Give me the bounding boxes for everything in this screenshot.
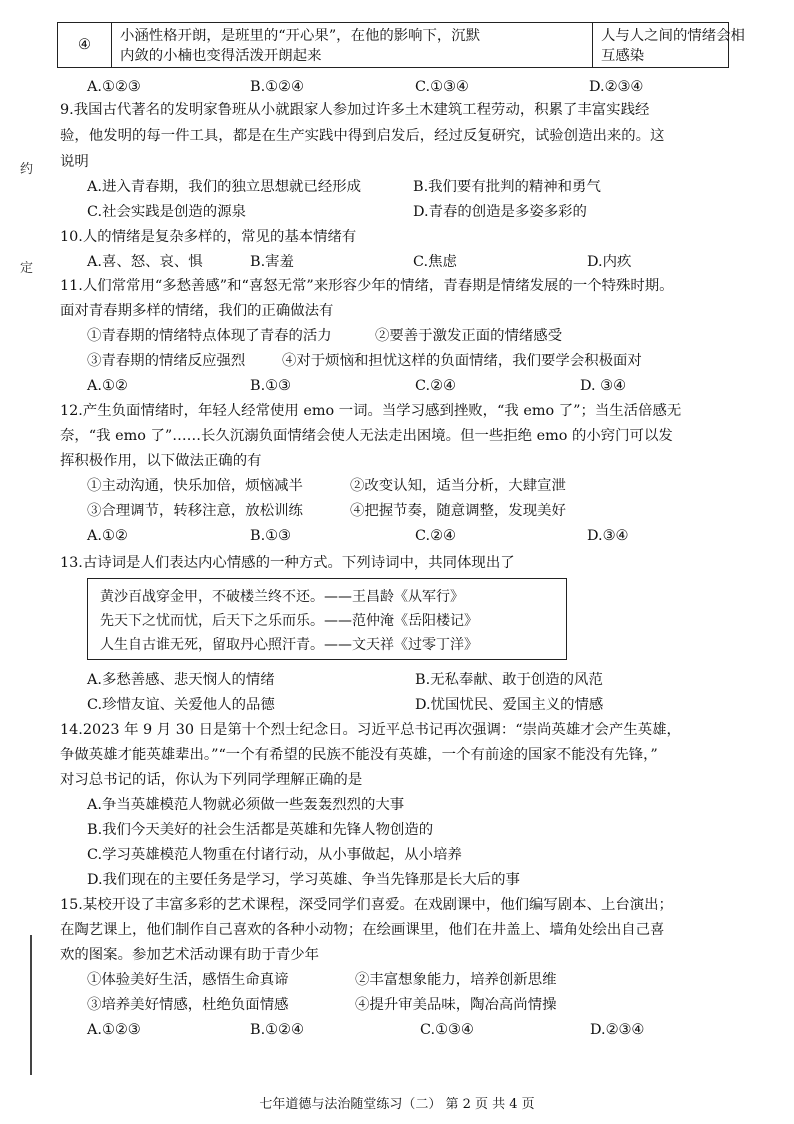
q9-option-a: A.进入青春期，我们的独立思想就已经形成	[87, 179, 361, 195]
table-row	[57, 22, 745, 68]
q11-item: ④对于烦恼和担忧这样的负面情绪，我们要学会积极面对	[282, 353, 642, 369]
q10-stem: 10.人的情绪是复杂多样的，常见的基本情绪有	[60, 229, 357, 245]
q8-option-a: A.①②③	[87, 79, 141, 95]
page-footer: 七年道德与法治随堂练习（二） 第 2 页 共 4 页	[259, 1097, 535, 1112]
q11-option-b: B.①③	[250, 378, 291, 394]
table-cell-text: 小涵性格开朗，是班里的“开心果”，在他的影响下，沉默 内敛的小楠也变得活泼开朗起来	[111, 23, 592, 67]
q10-option-a: A.喜、怒、哀、惧	[87, 254, 203, 270]
poem-line: 黄沙百战穿金甲，不破楼兰终不还。——王昌龄《从军行》	[100, 589, 464, 605]
q15-item: ②丰富想象能力，培养创新思维	[355, 972, 557, 988]
q8-option-c: C.①③④	[415, 79, 469, 95]
q15-stem: 在陶艺课上，他们制作自己喜欢的各种小动物；在绘画课里，他们在井盖上、墙角处绘出自己喜	[60, 922, 665, 938]
q15-option-a: A.①②③	[87, 1022, 141, 1038]
q12-item: ④把握节奏，随意调整，发现美好	[350, 503, 566, 519]
q12-item: ②改变认知，适当分析，大肆宣泄	[350, 478, 566, 494]
q8-option-d: D.②③④	[589, 79, 644, 95]
q15-item: ④提升审美品味，陶冶高尚情操	[355, 997, 557, 1013]
q12-option-b: B.①③	[250, 528, 291, 544]
q14-stem: 对习总书记的话，你认为下列同学理解正确的是	[60, 772, 363, 788]
margin-mark: 定	[20, 261, 34, 276]
q11-item: ③青春期的情绪反应强烈	[87, 353, 246, 369]
q12-stem: 奈，“我 emo 了”……长久沉溺负面情绪会使人无法走出困境。但一些拒绝 emo 的小窍门可以发	[60, 428, 673, 444]
q13-option-d: D.忧国忧民、爱国主义的情感	[415, 697, 604, 713]
margin-rule	[30, 935, 32, 1075]
q15-option-d: D.②③④	[590, 1022, 645, 1038]
q8-option-b: B.①②④	[250, 79, 304, 95]
q12-item: ①主动沟通，快乐加倍，烦恼减半	[87, 478, 303, 494]
poem-line: 先天下之忧而忧，后天下之乐而乐。——范仲淹《岳阳楼记》	[100, 613, 478, 629]
q9-option-b: B.我们要有批判的精神和勇气	[413, 179, 601, 195]
q12-item: ③合理调节，转移注意，放松训练	[87, 503, 303, 519]
q11-item: ②要善于激发正面的情绪感受	[375, 328, 563, 344]
q14-stem: 争做英雄才能英雄辈出。”“一个有希望的民族不能没有英雄，一个有前途的国家不能没有先锋，”	[60, 747, 658, 763]
q14-option-a: A.争当英雄模范人物就必须做一些轰轰烈烈的大事	[87, 797, 405, 813]
q13-option-a: A.多愁善感、悲天悯人的情绪	[87, 672, 275, 688]
table-cell-num: ④	[78, 37, 91, 53]
q15-item: ③培养美好情感，杜绝负面情感	[87, 997, 289, 1013]
q12-stem: 挥积极作用，以下做法正确的有	[60, 453, 262, 469]
q15-stem: 欢的图案。参加艺术活动课有助于青少年	[60, 947, 320, 963]
q9-option-d: D.青春的创造是多姿多彩的	[413, 204, 587, 220]
q15-option-b: B.①②④	[250, 1022, 304, 1038]
q15-item: ①体验美好生活，感悟生命真谛	[87, 972, 289, 988]
q11-option-d: D. ③④	[580, 378, 626, 394]
margin-mark: 约	[20, 162, 34, 177]
q13-option-b: B.无私奉献、敢于创造的风范	[415, 672, 603, 688]
q14-stem: 14.2023 年 9 月 30 日是第十个烈士纪念日。习近平总书记再次强调：“崇尚英雄才会产生英雄，	[60, 722, 681, 738]
q11-item: ①青春期的情绪特点体现了青春的活力	[87, 328, 332, 344]
q14-option-d: D.我们现在的主要任务是学习，学习英雄、争当先锋那是长大后的事	[87, 872, 520, 888]
q14-option-c: C.学习英雄模范人物重在付诸行动，从小事做起，从小培养	[87, 847, 462, 863]
table-cell-conclusion: 人与人之间的情绪会相 互感染	[592, 23, 730, 67]
q13-option-c: C.珍惜友谊、关爱他人的品德	[87, 697, 275, 713]
q11-stem: 面对青春期多样的情绪，我们的正确做法有	[60, 303, 334, 319]
q9-stem: 验，他发明的每一件工具，都是在生产实践中得到启发后，经过反复研究，试验创造出来的。这	[60, 128, 665, 144]
q12-option-c: C.②④	[415, 528, 456, 544]
q13-stem: 13.古诗词是人们表达内心情感的一种方式。下列诗词中，共同体现出了	[60, 555, 515, 571]
q15-stem: 15.某校开设了丰富多彩的艺术课程，深受同学们喜爱。在戏剧课中，他们编写剧本、上台演出；	[60, 897, 673, 913]
q10-option-b: B.害羞	[250, 254, 294, 270]
q10-option-d: D.内疚	[587, 254, 632, 270]
q12-option-d: D.③④	[587, 528, 629, 544]
q11-stem: 11.人们常常用“多愁善感”和“喜怒无常”来形容少年的情绪，青春期是情绪发展的一个特殊时期。	[60, 278, 674, 294]
q12-option-a: A.①②	[87, 528, 128, 544]
q11-option-a: A.①②	[87, 378, 128, 394]
q12-stem: 12.产生负面情绪时，年轻人经常使用 emo 一词。当学习感到挫败，“我 emo 了”；当生活倍感无	[60, 403, 682, 419]
poem-line: 人生自古谁无死，留取丹心照汗青。——文天祥《过零丁洋》	[100, 637, 478, 653]
q14-option-b: B.我们今天美好的社会生活都是英雄和先锋人物创造的	[87, 822, 434, 838]
poem-box	[87, 578, 567, 660]
q9-stem: 9.我国古代著名的发明家鲁班从小就跟家人参加过许多土木建筑工程劳动，积累了丰富实践经	[60, 102, 650, 118]
q10-option-c: C.焦虑	[413, 254, 457, 270]
q9-option-c: C.社会实践是创造的源泉	[87, 204, 246, 220]
q15-option-c: C.①③④	[420, 1022, 474, 1038]
q9-stem: 说明	[60, 154, 89, 170]
q11-option-c: C.②④	[415, 378, 456, 394]
